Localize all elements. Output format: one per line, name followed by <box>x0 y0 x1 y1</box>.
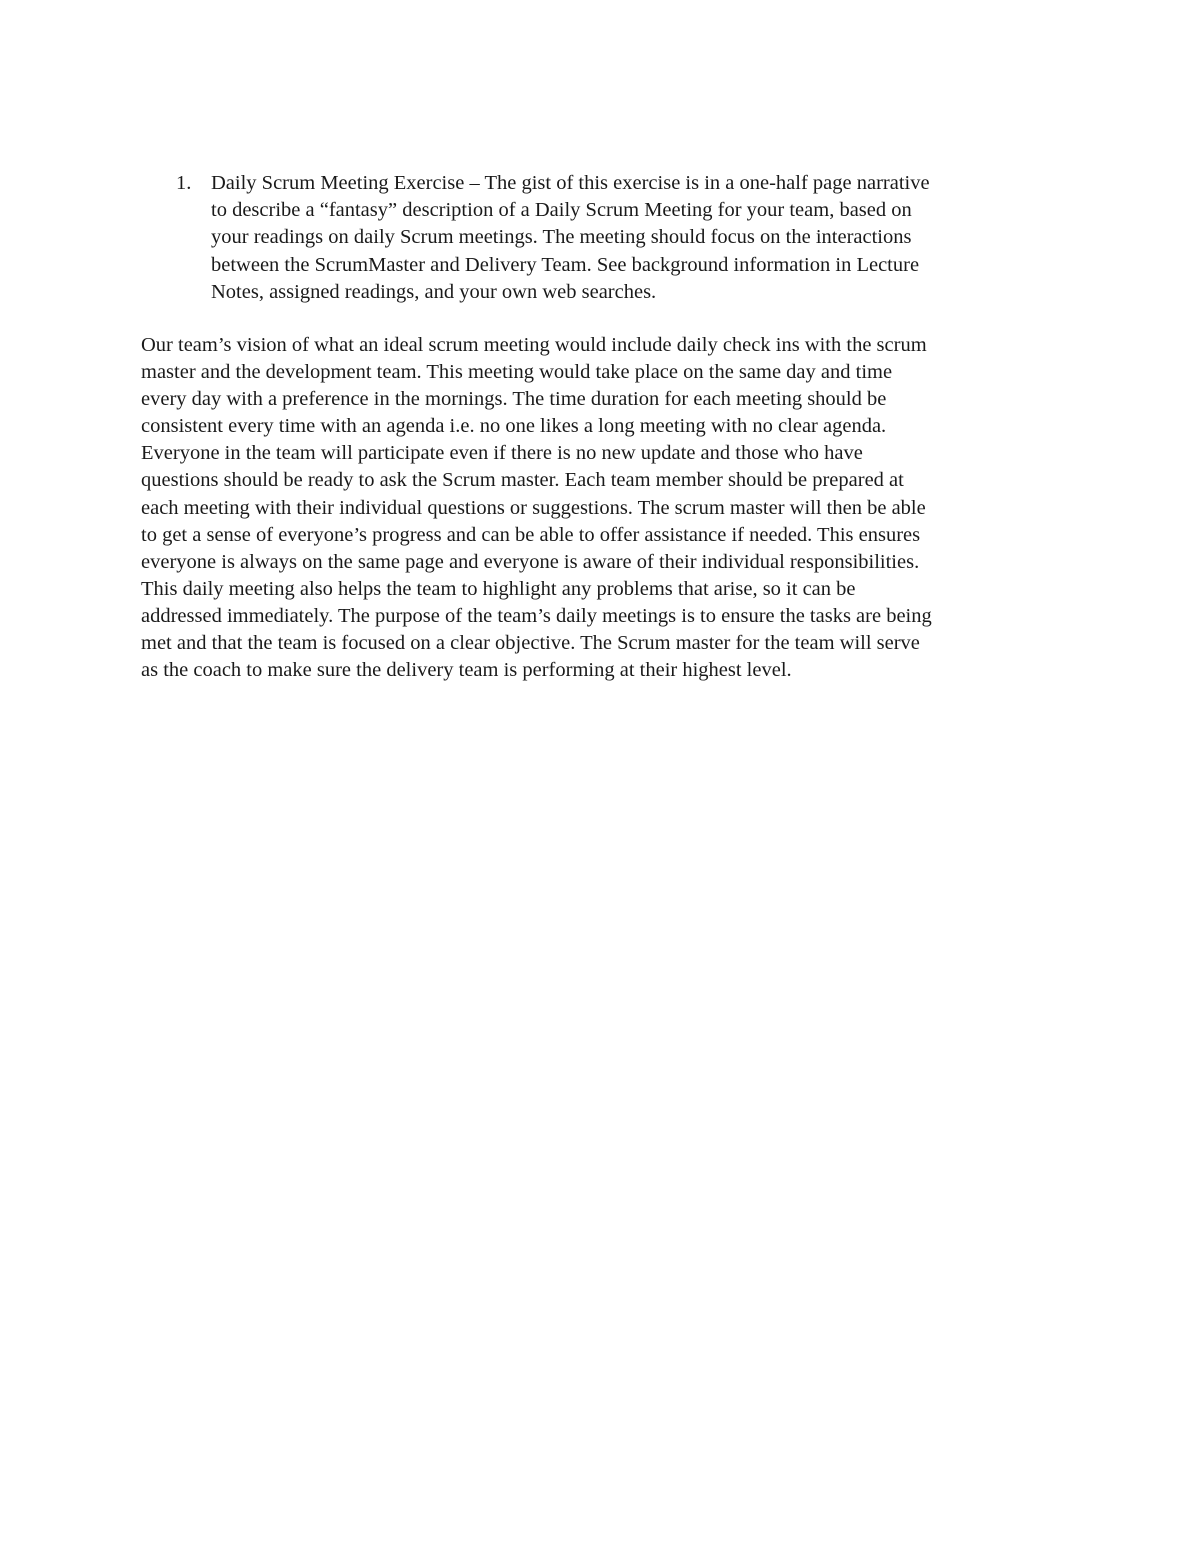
paragraph-line: addressed immediately. The purpose of the team’s daily meetings is to ensure the tasks are being <box>141 604 932 627</box>
paragraph-line: met and that the team is focused on a clear objective. The Scrum master for the team will serve <box>141 632 920 655</box>
paragraph-line: everyone is always on the same page and everyone is aware of their individual responsibilities. <box>141 550 920 573</box>
list-item-line: to describe a “fantasy” description of a Daily Scrum Meeting for your team, based on <box>211 199 912 222</box>
list-item-text <box>211 170 1056 306</box>
paragraph-line: as the coach to make sure the delivery team is performing at their highest level. <box>141 659 792 682</box>
paragraph-line: consistent every time with an agenda i.e. no one likes a long meeting with no clear agenda. <box>141 415 887 438</box>
paragraph-line: Our team’s vision of what an ideal scrum meeting would include daily check ins with the scrum <box>141 334 927 356</box>
list-item-number: 1. <box>176 172 192 194</box>
paragraph-line: to get a sense of everyone’s progress and can be able to offer assistance if needed. This ensures <box>141 523 921 546</box>
body-paragraph <box>141 332 1071 684</box>
paragraph-line: master and the development team. This meeting would take place on the same day and time <box>141 361 893 384</box>
paragraph-line: This daily meeting also helps the team to highlight any problems that arise, so it can be <box>141 577 856 600</box>
numbered-list <box>176 170 1056 306</box>
list-item <box>176 170 1056 306</box>
paragraph-line: Everyone in the team will participate even if there is no new update and those who have <box>141 442 863 465</box>
list-item-line: Notes, assigned readings, and your own web searches. <box>211 280 657 303</box>
paragraph-line: each meeting with their individual questions or suggestions. The scrum master will then be able <box>141 496 926 519</box>
paragraph-line: every day with a preference in the mornings. The time duration for each meeting should be <box>141 388 887 411</box>
list-item-line: between the ScrumMaster and Delivery Team. See background information in Lecture <box>211 253 920 276</box>
list-item-line: your readings on daily Scrum meetings. The meeting should focus on the interactions <box>211 226 912 249</box>
list-item-line: Daily Scrum Meeting Exercise – The gist of this exercise is in a one-half page narrative <box>211 172 930 194</box>
paragraph-line: questions should be ready to ask the Scrum master. Each team member should be prepared at <box>141 469 904 492</box>
